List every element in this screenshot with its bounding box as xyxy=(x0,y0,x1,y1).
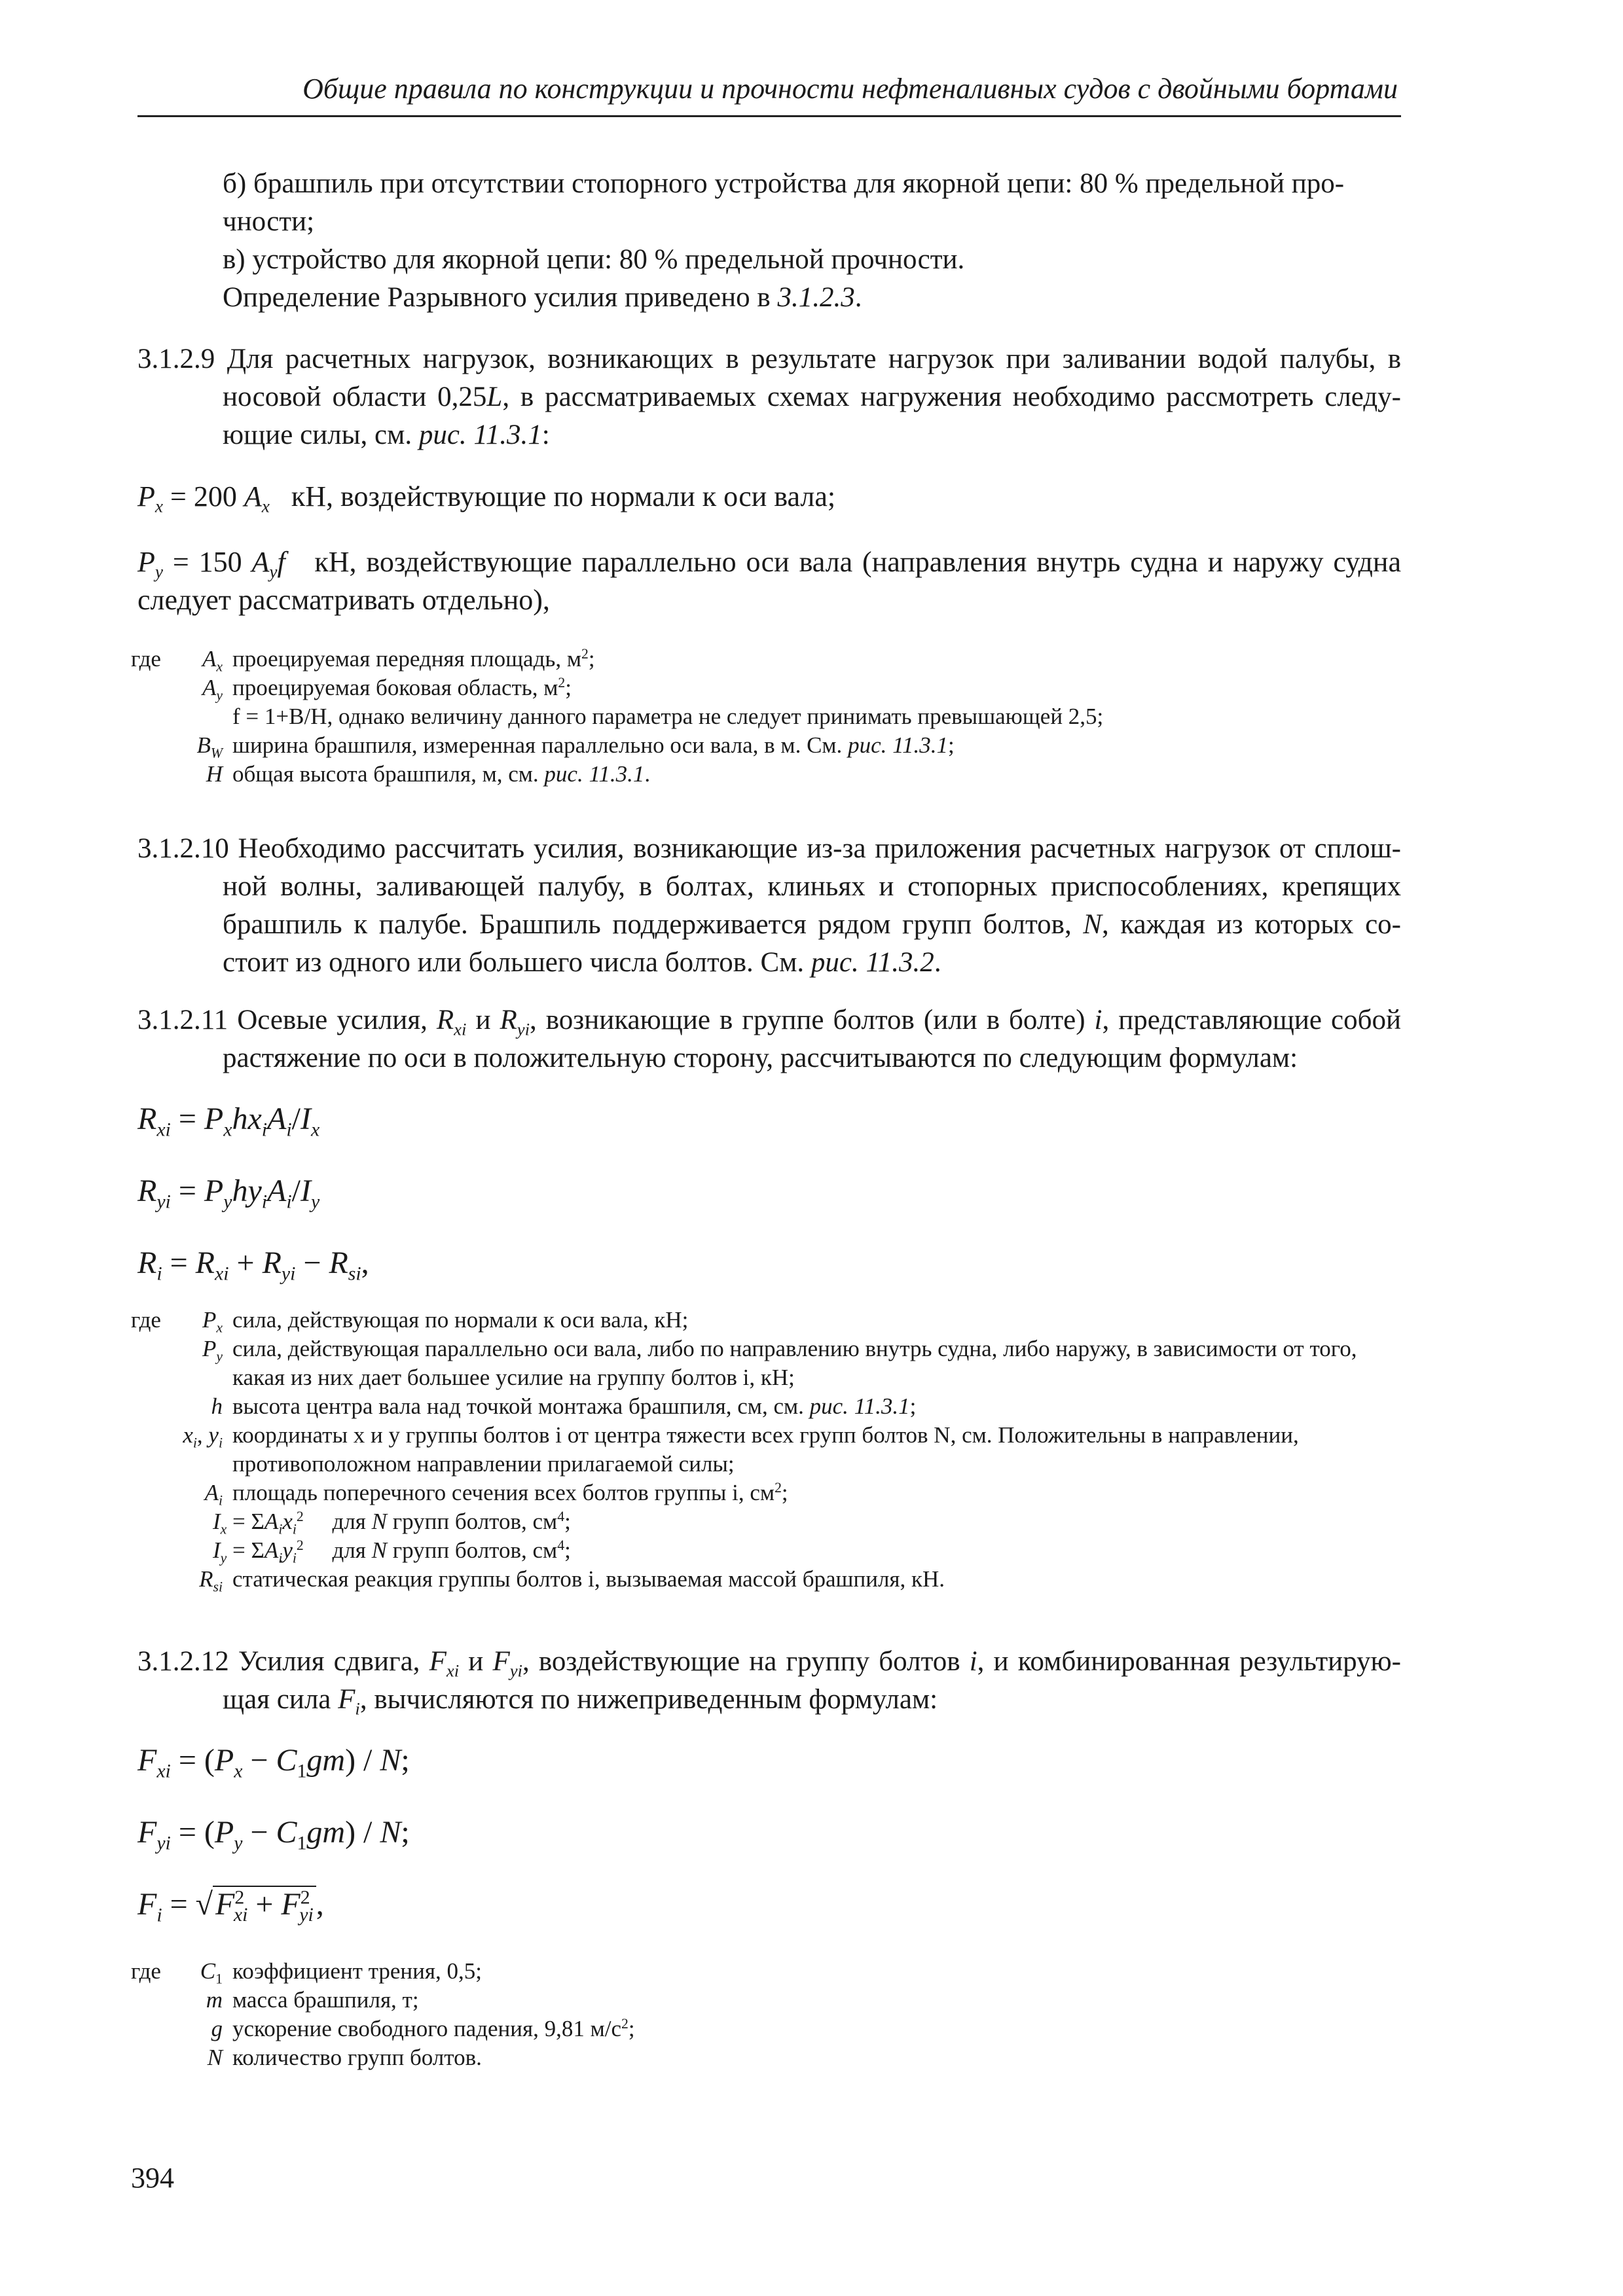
section-number: 3.1.2.11 xyxy=(137,1005,228,1035)
force-px-line: $P_x = 200$ $A_x$ кН, воздействующие по нормали к оси вала; xyxy=(137,480,836,516)
definitions-block-2: где $P_x$ сила, действующая по нормали к оси вала, кН; $P_y$ сила, действующая параллельно оси вала, либо по направлению внутрь судна, либо наружу, в зависимости от того, какая из них дает большее усилие на группу болтов i, кН; h высота центра вала над точкой монтажа брашпиля, см, см. рис. 11.3.1; $x_i$, $y_i$ координаты x и y группы болтов i от центра тяжести всех групп болтов N, см. Положительны в направлении, противоположном направлении прилагаемой силы; $A_i$ площадь поперечного сечения всех болтов группы i, $см^2$; $I_x = \Sigma A_ix_i^2$ для N групп болтов, $см^4$; $I_y = \Sigma A_iy_i^2$ для N групп болтов, $см^4$; $R_{si}$ статическая реакция группы болтов i, вызываемая массой брашпиля, кН. xyxy=(131,1307,1357,1595)
formula-ryi: $R_{yi} = P_yhy_iA_i/I_y$ xyxy=(137,1174,320,1213)
formula-fxi: $F_{xi} = (P_x - C_1gm) / N$; xyxy=(137,1743,410,1782)
formula-rxi: $R_{xi} = P_xhx_iA_i/I_x$ xyxy=(137,1102,320,1141)
formula-fi: $F_i = √F^2_{xi} + F^2_{yi}$, xyxy=(137,1886,324,1926)
item-b-line2: чности; xyxy=(223,206,315,237)
section-3-1-2-9: 3.1.2.9 Для расчетных нагрузок, возникающих в результате нагрузок при заливании водой палубы, в носовой области 0,25L, в рассматриваемых схемах нагружения необходимо рассмотреть следу-ющие силы, см. рис. 11.3.1: xyxy=(137,344,1402,450)
section-3-1-2-11: 3.1.2.11 Осевые усилия, $R_{xi}$ и $R_{yi}$, возникающие в группе болтов (или в болте) i, представляющие собой растяжение по оси в положительную сторону, рассчитываются по следующим формулам: xyxy=(137,1005,1401,1073)
item-b-line1: б) брашпиль при отсутствии стопорного устройства для якорной цепи: 80 % предельной про- xyxy=(223,168,1345,199)
definition-reference: Определение Разрывного усилия приведено в 3.1.2.3. xyxy=(223,282,862,313)
force-py-line: $P_y = 150$ $A_yf$ кН, воздействующие параллельно оси вала (направления внутрь судна и наружу судна следует рассматривать отдельно), xyxy=(137,546,1401,616)
ref-fig-11-3-1: рис. 11.3.1 xyxy=(418,420,542,450)
definitions-block-3: где $C_1$ коэффициент трения, 0,5; m масса брашпиля, т; g ускорение свободного падения, 9,81 $м/с^2$; N количество групп болтов. xyxy=(131,1958,635,2070)
item-v: в) устройство для якорной цепи: 80 % предельной прочности. xyxy=(223,244,965,275)
ref-3-1-2-3: 3.1.2.3 xyxy=(777,282,855,313)
page-number: 394 xyxy=(131,2162,174,2194)
where-label: где xyxy=(131,646,161,672)
item-b xyxy=(223,165,1401,241)
formula-fyi: $F_{yi} = (P_y - C_1gm) / N$; xyxy=(137,1815,410,1854)
header-rule xyxy=(137,115,1401,117)
section-3-1-2-10: 3.1.2.10 Необходимо рассчитать усилия, возникающие из-за приложения расчетных нагрузок от сплош-ной волны, заливающей палубу, в болтах, клиньях и стопорных приспособлениях, крепящих брашпиль к палубе. Брашпиль поддерживается рядом групп болтов, N, каждая из которых со-стоит из одного или большего числа болтов. См. рис. 11.3.2. xyxy=(137,833,1401,978)
definitions-block-1: где $A_x$ проецируемая передняя площадь, $м^2$; $A_y$ проецируемая боковая область, $м^2$; f = 1+B/H, однако величину данного параметра не следует принимать превышающей 2,5; $B_W$ ширина брашпиля, измеренная параллельно оси вала, в м. См. рис. 11.3.1; H общая высота брашпиля, м, см. рис. 11.3.1. xyxy=(131,646,1104,787)
section-number: 3.1.2.9 xyxy=(137,344,215,374)
section-3-1-2-12: 3.1.2.12 Усилия сдвига, $F_{xi}$ и $F_{yi}$, воздействующие на группу болтов i, и комбинированная результирую-щая сила $F_i$, вычисляются по нижеприведенным формулам: xyxy=(137,1646,1402,1719)
section-number: 3.1.2.12 xyxy=(137,1646,229,1677)
formula-ri: $R_i = R_{xi} + R_{yi} - R_{si}$, xyxy=(137,1246,369,1285)
ref-fig-11-3-2: рис. 11.3.2 xyxy=(811,947,934,978)
section-number: 3.1.2.10 xyxy=(137,833,229,864)
running-header: Общие правила по конструкции и прочности нефтеналивных судов с двойными бортами xyxy=(302,73,1398,105)
